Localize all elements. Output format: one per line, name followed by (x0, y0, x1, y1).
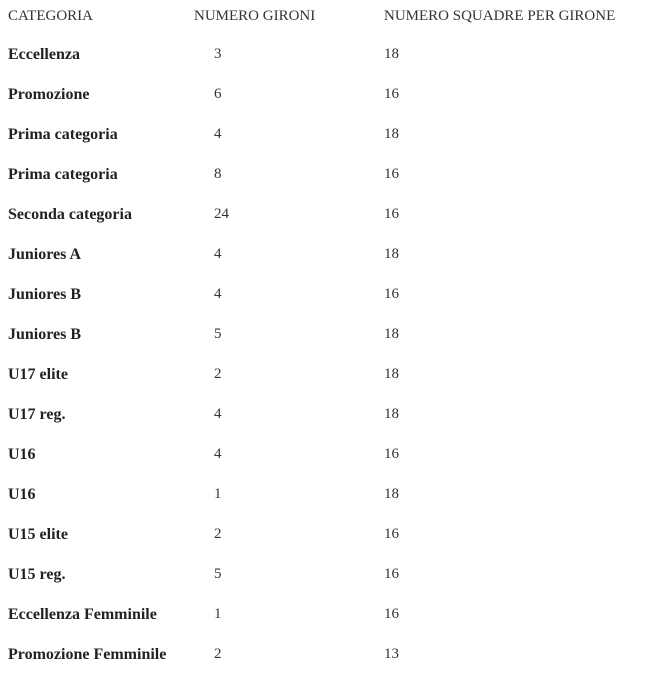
cell-categoria: U15 elite (8, 526, 68, 543)
cell-categoria: U15 reg. (8, 566, 66, 583)
cell-squadre: 18 (384, 326, 399, 342)
table-row (0, 80, 666, 120)
cell-squadre: 18 (384, 246, 399, 262)
cell-squadre: 18 (384, 46, 399, 62)
cell-gironi: 8 (214, 166, 222, 182)
cell-categoria: Promozione (8, 86, 90, 103)
table-row (0, 600, 666, 640)
cell-categoria: Juniores B (8, 326, 82, 343)
header-numero-squadre: NUMERO SQUADRE PER GIRONE (384, 8, 616, 24)
table-row (0, 280, 666, 320)
cell-categoria: Prima categoria (8, 166, 118, 183)
table-header (0, 8, 666, 28)
cell-squadre: 16 (384, 166, 399, 182)
cell-squadre: 18 (384, 486, 399, 502)
cell-squadre: 18 (384, 126, 399, 142)
cell-squadre: 18 (384, 366, 399, 382)
cell-categoria: U17 reg. (8, 406, 66, 423)
cell-categoria: U16 (8, 446, 36, 463)
cell-gironi: 6 (214, 86, 222, 102)
cell-gironi: 4 (214, 406, 222, 422)
cell-squadre: 16 (384, 526, 399, 542)
cell-gironi: 1 (214, 486, 222, 502)
table-row (0, 200, 666, 240)
table-row (0, 560, 666, 600)
cell-gironi: 4 (214, 286, 222, 302)
cell-gironi: 2 (214, 646, 222, 662)
cell-gironi: 3 (214, 46, 222, 62)
cell-gironi: 4 (214, 246, 222, 262)
cell-gironi: 1 (214, 606, 222, 622)
cell-categoria: Juniores B (8, 286, 82, 303)
cell-squadre: 16 (384, 286, 399, 302)
cell-categoria: Juniores A (8, 246, 82, 263)
cell-squadre: 18 (384, 406, 399, 422)
table-row (0, 320, 666, 360)
cell-gironi: 2 (214, 526, 222, 542)
cell-gironi: 2 (214, 366, 222, 382)
table-body (0, 40, 666, 680)
cell-gironi: 4 (214, 126, 222, 142)
table-row (0, 440, 666, 480)
cell-categoria: Seconda categoria (8, 206, 132, 223)
cell-squadre: 13 (384, 646, 399, 662)
table-row (0, 40, 666, 80)
table-row (0, 400, 666, 440)
cell-categoria: Promozione Femminile (8, 646, 167, 663)
table-row (0, 360, 666, 400)
header-numero-gironi: NUMERO GIRONI (194, 8, 316, 24)
cell-categoria: Eccellenza Femminile (8, 606, 157, 623)
cell-squadre: 16 (384, 206, 399, 222)
cell-categoria: U16 (8, 486, 36, 503)
table-row (0, 120, 666, 160)
cell-squadre: 16 (384, 86, 399, 102)
table-row (0, 520, 666, 560)
cell-gironi: 5 (214, 326, 222, 342)
cell-squadre: 16 (384, 446, 399, 462)
header-categoria: CATEGORIA (8, 8, 93, 24)
cell-categoria: Eccellenza (8, 46, 80, 63)
cell-categoria: Prima categoria (8, 126, 118, 143)
table-row (0, 240, 666, 280)
cell-squadre: 16 (384, 566, 399, 582)
cell-categoria: U17 elite (8, 366, 68, 383)
cell-gironi: 5 (214, 566, 222, 582)
cell-gironi: 4 (214, 446, 222, 462)
table-row (0, 480, 666, 520)
table-row (0, 160, 666, 200)
cell-gironi: 24 (214, 206, 229, 222)
cell-squadre: 16 (384, 606, 399, 622)
table-row (0, 640, 666, 680)
